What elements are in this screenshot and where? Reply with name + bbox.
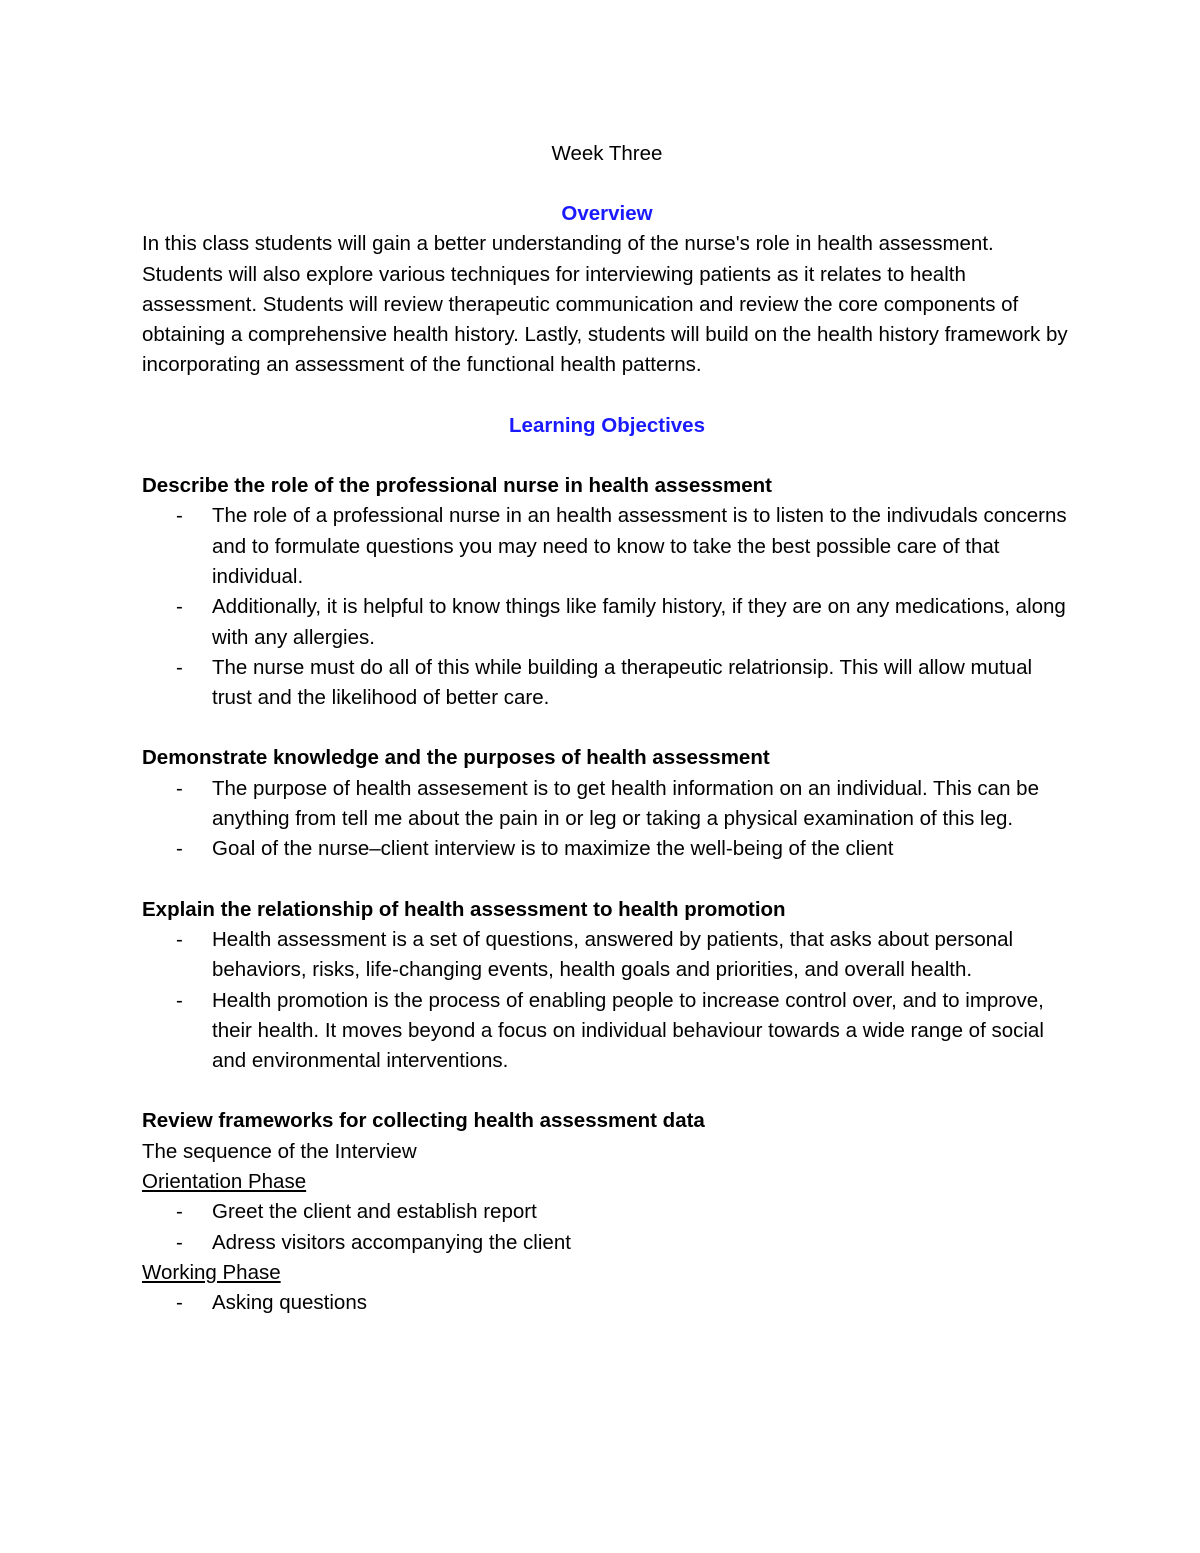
bullet-list <box>142 1288 1072 1318</box>
bullet-dash: - <box>176 1291 183 1315</box>
list-item <box>142 1197 1072 1227</box>
objective-health-promotion <box>142 895 1072 1077</box>
list-item <box>142 1288 1072 1318</box>
bullet-dash: - <box>176 988 183 1012</box>
list-item-text: Health promotion is the process of enabling people to increase control over, and to improve, their health. It moves beyond a focus on individual behaviour towards a wide range of social and environmental interventions. <box>212 988 1044 1073</box>
objective-title: Demonstrate knowledge and the purposes of health assessment <box>142 746 770 770</box>
list-item <box>142 592 1072 653</box>
document-page <box>142 139 1072 1319</box>
list-item-text: The purpose of health assesement is to get health information on an individual. This can be anything from tell me about the pain in or leg or taking a physical examination of this leg. <box>212 776 1039 831</box>
bullet-dash: - <box>176 595 183 619</box>
learning-objectives-heading: Learning Objectives <box>509 413 705 437</box>
objective-role-of-nurse <box>142 471 1072 713</box>
bullet-dash: - <box>176 1200 183 1224</box>
interview-sequence-subtitle: The sequence of the Interview <box>142 1139 417 1163</box>
bullet-dash: - <box>176 504 183 528</box>
list-item-text: Additionally, it is helpful to know things like family history, if they are on any medications, along with any allergies. <box>212 595 1066 649</box>
objective-purposes-of-assessment <box>142 743 1072 864</box>
objective-title: Review frameworks for collecting health assessment data <box>142 1109 705 1133</box>
list-item <box>142 653 1072 714</box>
bullet-dash: - <box>176 776 183 800</box>
list-item-text: Health assessment is a set of questions, answered by patients, that asks about personal behaviors, risks, life-changing events, health goals and priorities, and overall health. <box>212 927 1014 982</box>
list-item <box>142 501 1072 592</box>
list-item-text: Adress visitors accompanying the client <box>212 1230 571 1254</box>
bullet-dash: - <box>176 927 183 951</box>
overview-paragraph: In this class students will gain a better understanding of the nurse's role in health assessment. Students will also explore various techniques for interviewing patients as it relates to health assessment. Students will review therapeutic communication and review the core components of obtaining a comprehensive health history. Lastly, students will build on the health history framework by incorporating an assessment of the functional health patterns. <box>142 232 1068 377</box>
bullet-dash: - <box>176 1230 183 1254</box>
working-phase-label: Working Phase <box>142 1260 281 1284</box>
bullet-list <box>142 774 1072 865</box>
list-item-text: Asking questions <box>212 1291 367 1315</box>
list-item <box>142 1228 1072 1258</box>
list-item <box>142 925 1072 986</box>
orientation-phase-label: Orientation Phase <box>142 1170 307 1194</box>
list-item-text: The nurse must do all of this while building a therapeutic relatrionsip. This will allow mutual trust and the likelihood of better care. <box>212 655 1033 710</box>
bullet-dash: - <box>176 837 183 861</box>
objective-title: Explain the relationship of health assessment to health promotion <box>142 897 786 921</box>
bullet-dash: - <box>176 655 183 679</box>
list-item <box>142 986 1072 1077</box>
list-item-text: Greet the client and establish report <box>212 1200 537 1224</box>
list-item <box>142 834 1072 864</box>
document-title: Week Three <box>551 142 663 165</box>
overview-heading: Overview <box>561 202 653 225</box>
objective-title: Describe the role of the professional nurse in health assessment <box>142 474 772 498</box>
bullet-list <box>142 1197 1072 1258</box>
list-item-text: The role of a professional nurse in an health assessment is to listen to the indivudals concerns and to formulate questions you may need to know to take the best possible care of that individual. <box>212 504 1067 588</box>
bullet-list <box>142 925 1072 1076</box>
list-item <box>142 774 1072 835</box>
objective-frameworks <box>142 1106 1072 1318</box>
list-item-text: Goal of the nurse–client interview is to maximize the well-being of the client <box>212 837 894 861</box>
bullet-list <box>142 501 1072 713</box>
